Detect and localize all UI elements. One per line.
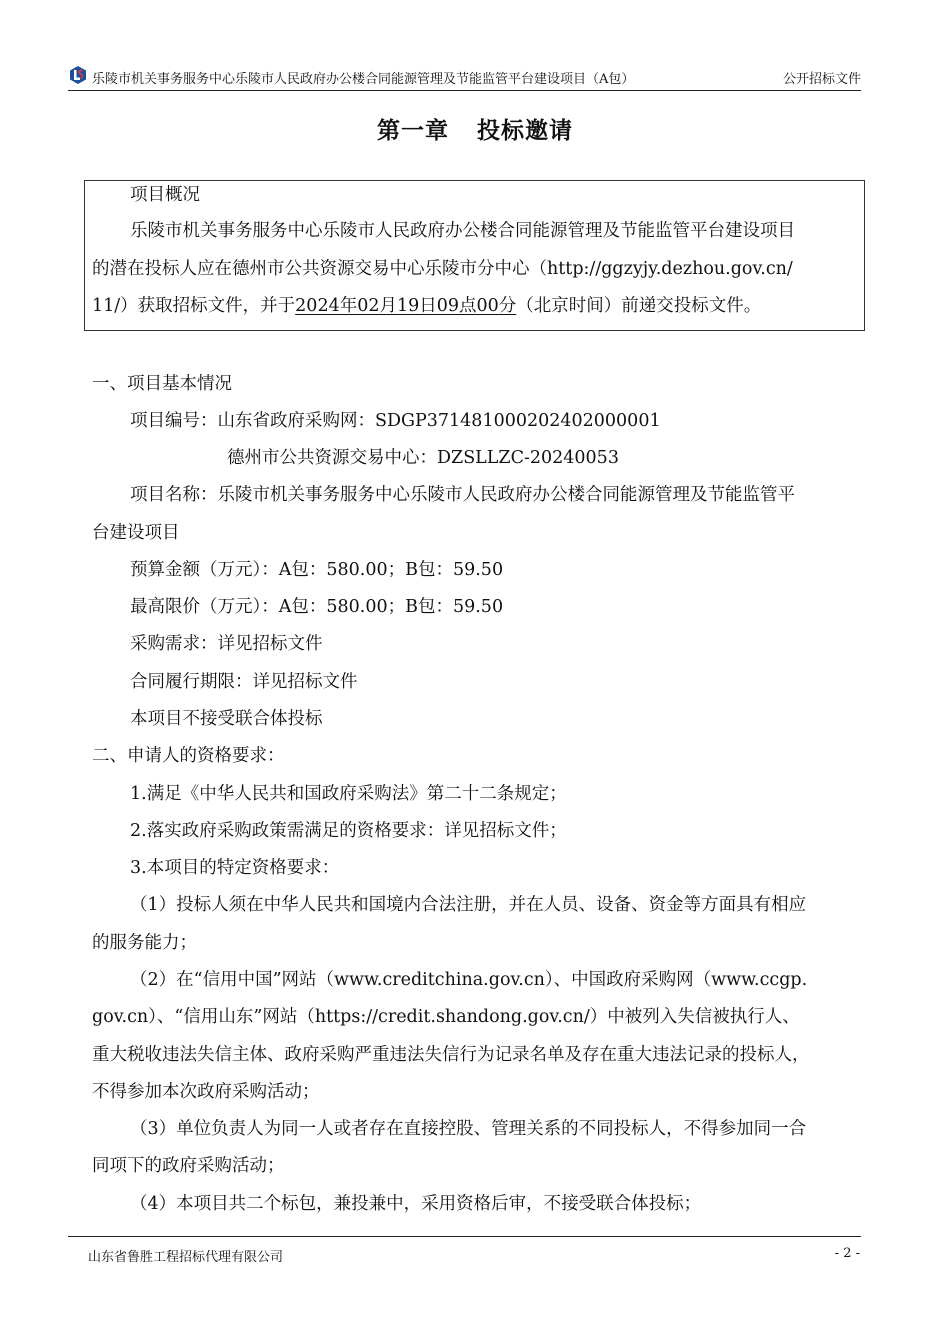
section-1-heading: 一、项目基本情况 bbox=[92, 374, 232, 394]
project-number-2: 德州市公共资源交易中心：DZSLLZC-20240053 bbox=[227, 448, 619, 468]
project-name-2: 台建设项目 bbox=[92, 523, 180, 543]
requirement-3: 3.本项目的特定资格要求： bbox=[130, 858, 340, 878]
overview-text-b: （北京时间）前递交投标文件。 bbox=[516, 296, 762, 316]
footer-rule bbox=[68, 1236, 861, 1237]
project-name-1: 项目名称：乐陵市机关事务服务中心乐陵市人民政府办公楼合同能源管理及节能监管平 bbox=[130, 485, 795, 505]
overview-text-a: 11/）获取招标文件，并于 bbox=[92, 296, 296, 316]
budget-amount: 预算金额（万元）：A包：580.00；B包：59.50 bbox=[130, 560, 504, 580]
sub-requirement-3-line-2: 同项下的政府采购活动； bbox=[92, 1156, 285, 1176]
chapter-number: 第一章 bbox=[377, 118, 449, 144]
header-doc-type: 公开招标文件 bbox=[782, 72, 861, 87]
contract-period: 合同履行期限：详见招标文件 bbox=[130, 672, 358, 692]
footer-company: 山东省鲁胜工程招标代理有限公司 bbox=[88, 1250, 284, 1265]
sub-requirement-4: （4）本项目共二个标包，兼投兼中，采用资格后审，不接受联合体投标； bbox=[130, 1194, 702, 1214]
page-number: - 2 - bbox=[834, 1246, 860, 1261]
sub-requirement-1-line-1: （1）投标人须在中华人民共和国境内合法注册，并在人员、设备、资金等方面具有相应 bbox=[130, 895, 807, 915]
section-2-heading: 二、申请人的资格要求： bbox=[92, 746, 285, 766]
sub-requirement-3-line-1: （3）单位负责人为同一人或者存在直接控股、管理关系的不同投标人，不得参加同一合 bbox=[130, 1119, 807, 1139]
sub-requirement-2-line-4: 不得参加本次政府采购活动； bbox=[92, 1082, 320, 1102]
requirement-2: 2.落实政府采购政策需满足的资格要求：详见招标文件； bbox=[130, 821, 567, 841]
chapter-title bbox=[0, 112, 950, 145]
consortium-note: 本项目不接受联合体投标 bbox=[130, 709, 323, 729]
bid-deadline: 2024年02月19日09点00分 bbox=[295, 296, 517, 316]
overview-heading: 项目概况 bbox=[130, 185, 200, 205]
requirement-1: 1.满足《中华人民共和国政府采购法》第二十二条规定； bbox=[130, 784, 567, 804]
chapter-name: 投标邀请 bbox=[477, 118, 573, 144]
overview-line-1: 乐陵市机关事务服务中心乐陵市人民政府办公楼合同能源管理及节能监管平台建设项目 bbox=[130, 221, 795, 241]
ls-logo-icon bbox=[68, 65, 88, 85]
max-price: 最高限价（万元）：A包：580.00；B包：59.50 bbox=[130, 597, 504, 617]
sub-requirement-1-line-2: 的服务能力； bbox=[92, 933, 197, 953]
sub-requirement-2-line-2: gov.cn）、“信用山东”网站（https://credit.shandong.gov.cn/）中被列入失信被执行人、 bbox=[92, 1007, 800, 1027]
sub-requirement-2-line-3: 重大税收违法失信主体、政府采购严重违法失信行为记录名单及存在重大违法记录的投标人， bbox=[92, 1045, 810, 1065]
project-number-1: 项目编号：山东省政府采购网：SDGP371481000202402000001 bbox=[130, 411, 661, 431]
header-project-title: 乐陵市机关事务服务中心乐陵市人民政府办公楼合同能源管理及节能监管平台建设项目（A包） bbox=[92, 72, 635, 87]
page-header bbox=[68, 62, 861, 91]
sub-requirement-2-line-1: （2）在“信用中国”网站（www.creditchina.gov.cn）、中国政府采购网（www.ccgp. bbox=[130, 970, 808, 990]
overview-line-2: 的潜在投标人应在德州市公共资源交易中心乐陵市分中心（http://ggzyjy.dezhou.gov.cn/ bbox=[92, 259, 793, 279]
overview-line-3 bbox=[92, 294, 761, 318]
procurement-demand: 采购需求：详见招标文件 bbox=[130, 634, 323, 654]
